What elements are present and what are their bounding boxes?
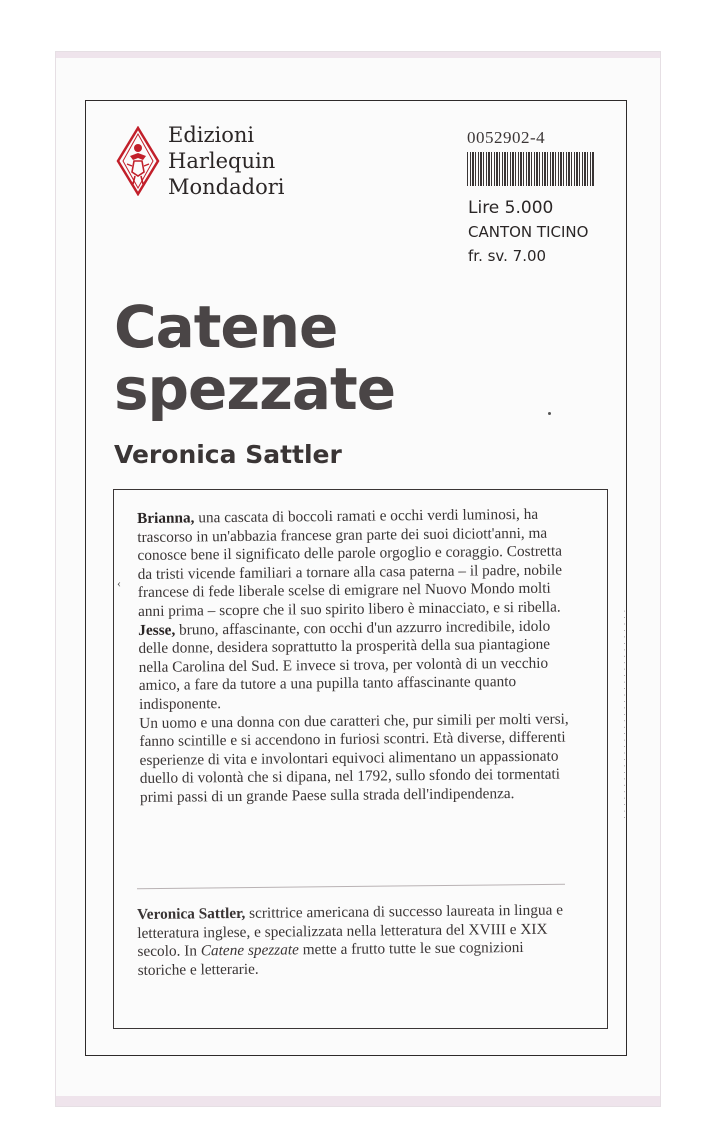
publisher-line-2: Harlequin	[168, 149, 276, 173]
author-bio-book-title: Catene spezzate	[200, 941, 299, 960]
synopsis-paragraph-1-text: una cascata di boccoli ramati e occhi verdi luminosi, ha trascorso in un'abbazia francese gran parte dei suoi diciott'anni, ma conosce bene il significato delle parole orgoglio e coraggio. Costretta da tristi vicende familiari a tornare alla casa paterna – il padre, nobile francese di fede liberale scelse di emigrare nel Nuovo Mondo molti anni prima – scopre che il suo spirito libero è minacciato, e si ribella.	[137, 505, 563, 620]
character-name-brianna: Brianna,	[137, 509, 195, 527]
author-bio	[137, 901, 568, 980]
price-lire: Lire 5.000	[468, 198, 554, 218]
synopsis-paragraph-3: Un uomo e una donna con due caratteri che, pur simili per molti versi, fanno scintille e si accendono in furiosi scontri. Età diverse, differenti esperienze di vita e involontari equivoci alimentano un appassionato duello di volontà che si dipana, nel 1792, sullo sfondo dei tormentati primi passi di un grande Paese sulla strada dell'indipendenza.	[139, 710, 569, 806]
synopsis-text	[137, 505, 570, 807]
author-bio-text-2: mette a frutto tutte le sue cognizioni storiche e letterarie.	[137, 939, 524, 979]
synopsis-paragraph-1	[137, 505, 568, 621]
spine-edge-print: · · · · · · · · · · · · · · · · · · · · · · · · · · · · · · · · ·	[620, 610, 628, 820]
character-name-jesse: Jesse,	[138, 621, 176, 639]
price-francs: fr. sv. 7.00	[468, 247, 547, 265]
harlequin-diamond-logo	[116, 126, 160, 196]
book-title-line-2: spezzate	[114, 355, 396, 423]
stray-mark: ‹	[117, 576, 121, 590]
author-bio-text-1: scrittrice americana di successo laureata in lingua e letteratura inglese, e specializzata nella letteratura del XVIII e XIX secolo. In	[137, 901, 564, 961]
isbn-code: 0052902-4	[467, 128, 546, 147]
price-region: CANTON TICINO	[468, 223, 589, 241]
publisher-line-1: Edizioni	[168, 123, 255, 147]
price-block	[468, 196, 588, 268]
print-speck	[548, 412, 551, 415]
publisher-name	[168, 122, 284, 200]
publisher-line-3: Mondadori	[168, 175, 285, 199]
author-name: Veronica Sattler	[114, 440, 342, 469]
book-title-line-1: Catene	[114, 293, 338, 361]
author-bio-name: Veronica Sattler,	[137, 904, 246, 923]
synopsis-paragraph-2	[138, 617, 569, 714]
synopsis-paragraph-2-text: bruno, affascinante, con occhi d'un azzurro incredibile, idolo delle donne, desidera soprattutto la prosperità della sua piantagione nella Carolina del Sud. E invece si trova, per volontà di un vecchio amico, a fare da tutore a una pupilla tanto affascinante quanto indisponente.	[138, 617, 551, 713]
barcode	[467, 152, 595, 186]
book-title	[114, 293, 396, 423]
author-bio-paragraph	[137, 901, 568, 980]
